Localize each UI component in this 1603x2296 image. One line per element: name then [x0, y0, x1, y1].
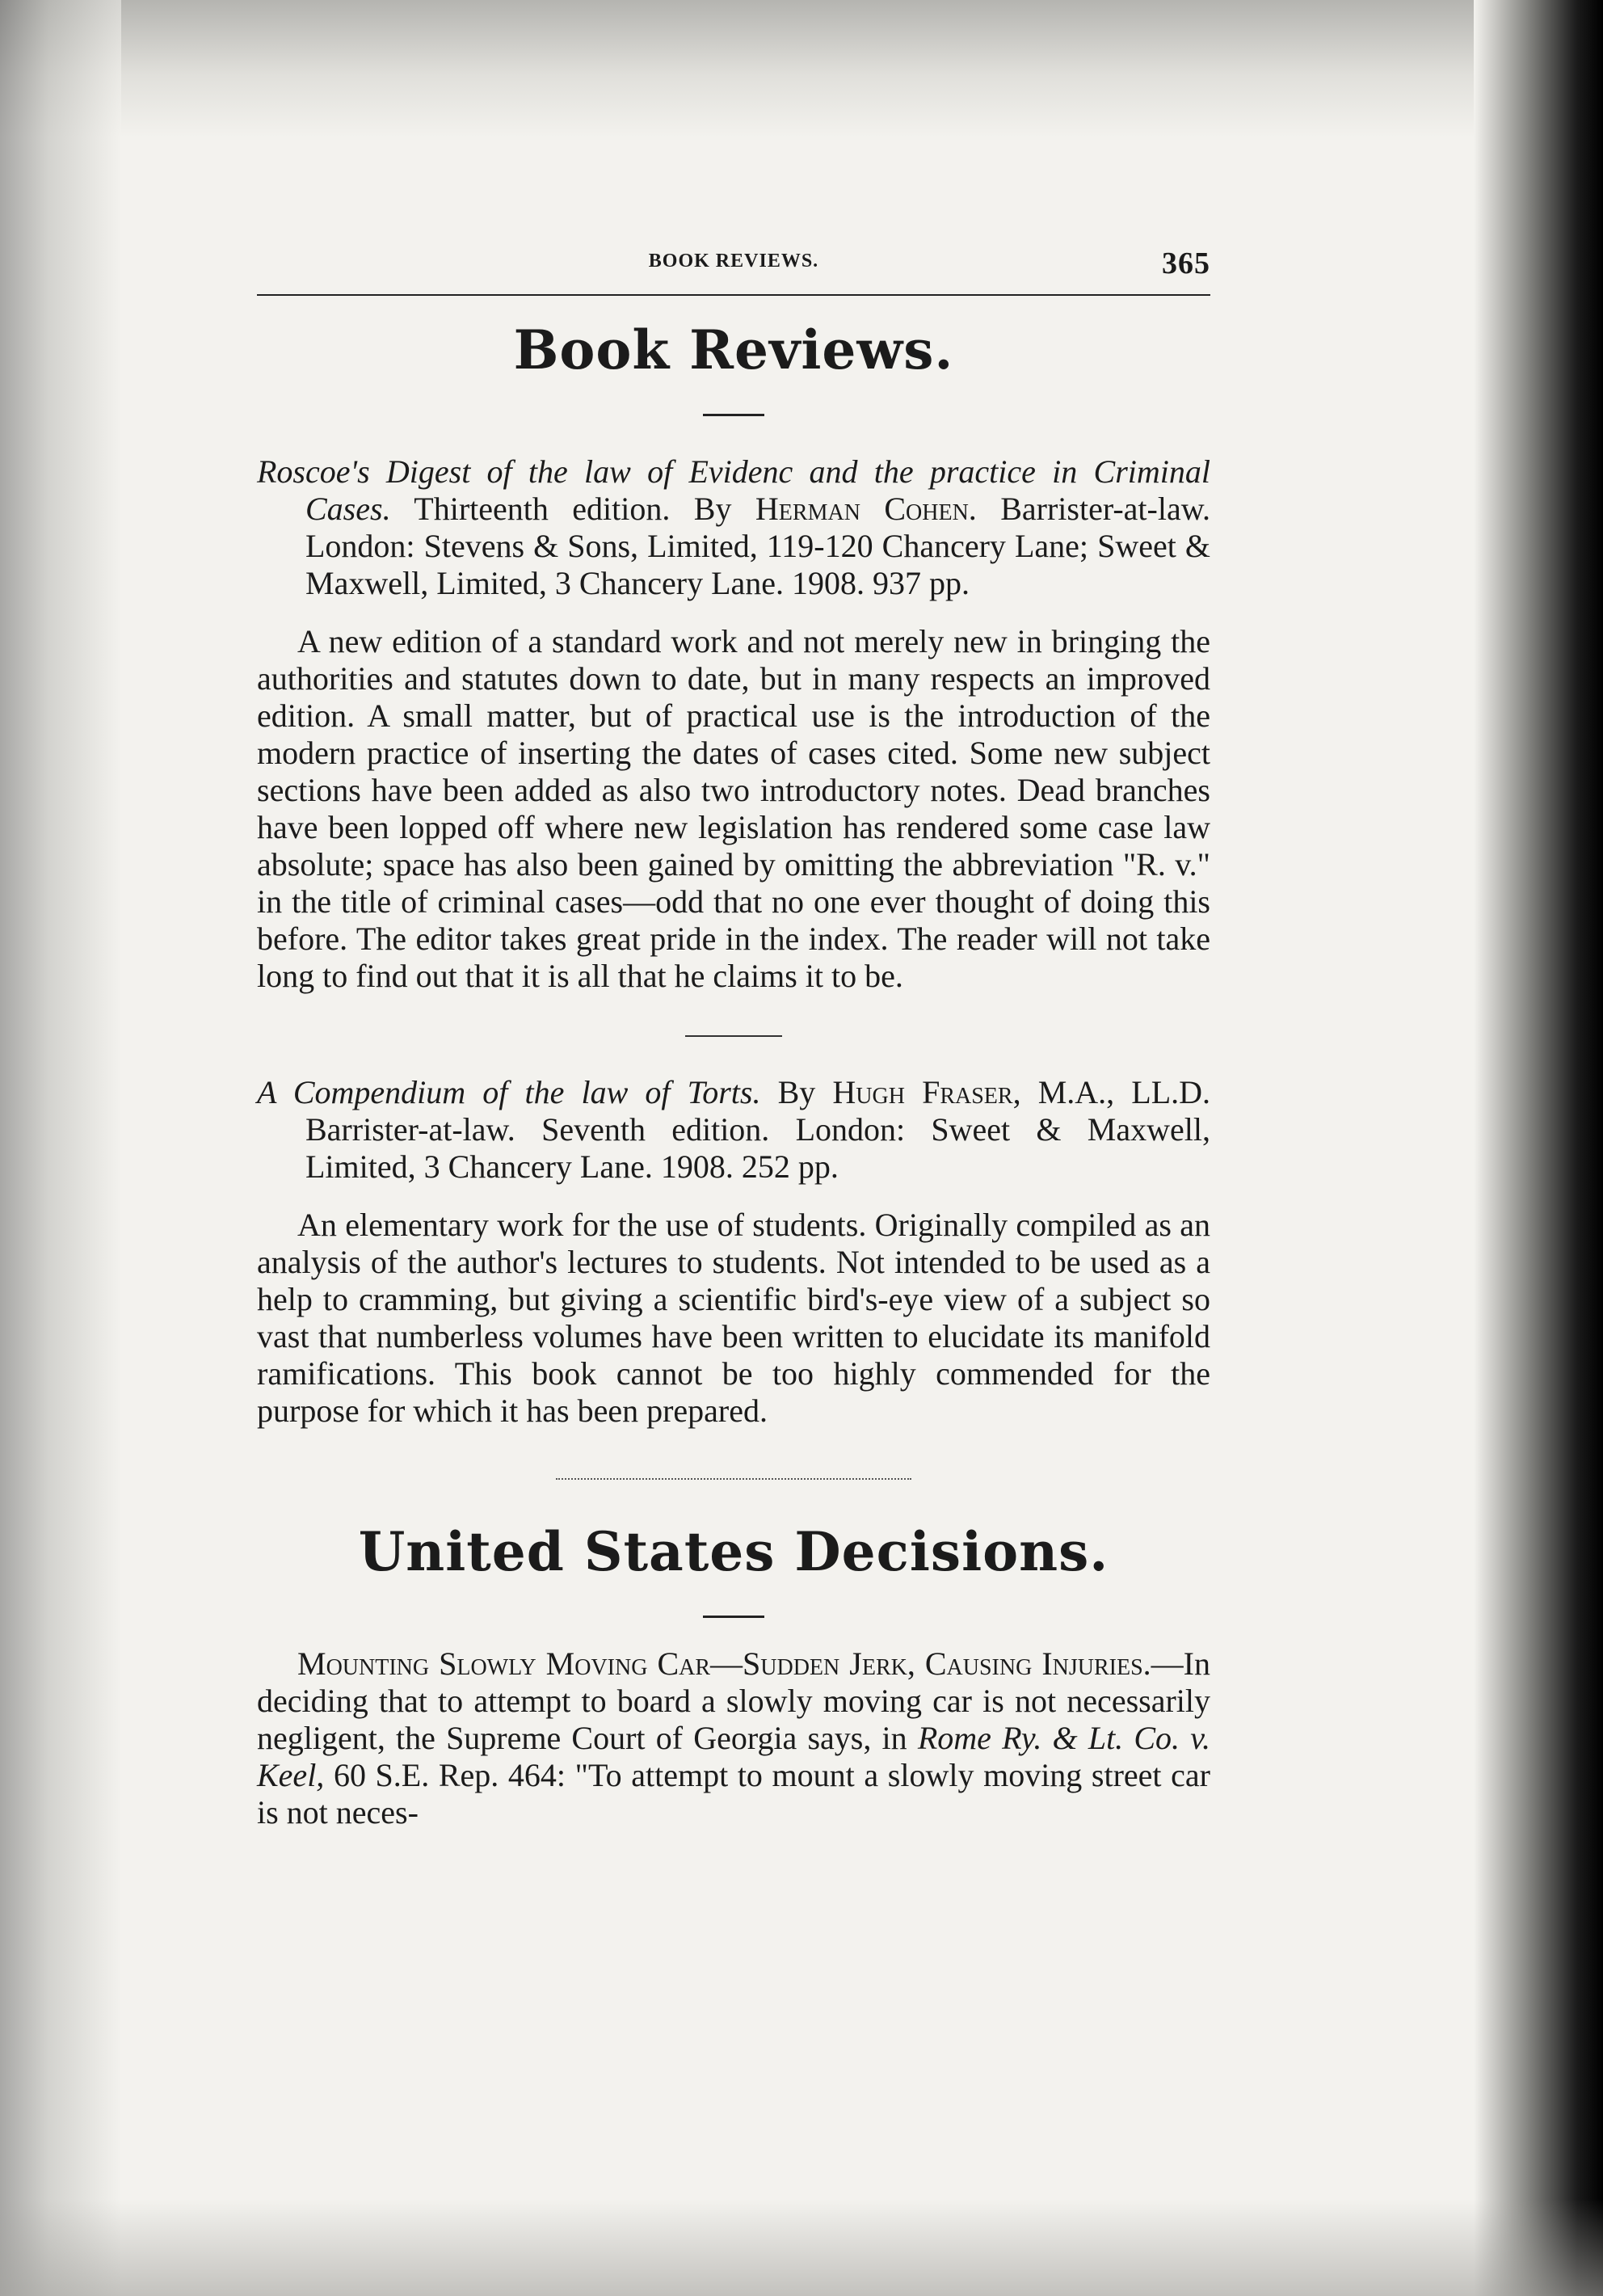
- header-rule: [257, 294, 1210, 296]
- case-text-after: 60 S.E. Rep. 464: "To attempt to mount a slowly moving street car is not neces-: [257, 1757, 1210, 1830]
- scan-shadow-left: [0, 0, 121, 2296]
- case-heading: Mounting Slowly Moving Car—Sudden Jerk, Causing Injuries.: [297, 1645, 1151, 1682]
- scan-shadow-right: [1474, 0, 1603, 2296]
- section-separator: [556, 1478, 911, 1480]
- running-head-title: BOOK REVIEWS.: [648, 251, 819, 272]
- book-title: A Compendium of the law of Torts.: [257, 1074, 761, 1110]
- page-content: [257, 242, 1210, 1864]
- case-paragraph: [257, 1645, 1210, 1831]
- case-text-before: —In deciding that to attempt to board a slowly moving car is not necessarily negligent, the Supreme Court of Georgia says, in: [257, 1645, 1210, 1756]
- case-name: Rome Ry. & Lt. Co. v. Keel,: [257, 1720, 1211, 1793]
- running-head: [257, 242, 1210, 280]
- review-separator: [685, 1035, 782, 1037]
- heading-rule: [703, 414, 764, 416]
- book-publisher: Barrister-at-law. Seventh edition. London: Sweet & Maxwell, Limited, 3 Chancery Lane. 1908. 252 pp.: [305, 1111, 1210, 1185]
- page-number: 365: [1162, 246, 1210, 280]
- review-citation: [257, 1074, 1210, 1186]
- us-decisions-heading: United States Decisions.: [358, 1520, 1109, 1583]
- review-citation: [257, 453, 1210, 602]
- book-publisher: Barrister-at-law. London: Stevens & Sons, Limited, 119-120 Chancery Lane; Sweet & Maxwell, Limited, 3 Chancery Lane. 1908. 937 pp.: [305, 491, 1211, 601]
- book-author: Hugh Fraser, M.A., LL.D.: [832, 1074, 1211, 1110]
- book-reviews-heading: Book Reviews.: [513, 318, 954, 381]
- heading-rule: [703, 1616, 764, 1618]
- scan-shadow-bottom: [0, 2199, 1603, 2296]
- book-author: Herman Cohen.: [755, 491, 977, 527]
- book-edition: By: [777, 1074, 816, 1110]
- review-text: An elementary work for the use of students. Originally compiled as an analysis of the author's lectures to students. Not intended to be used as a help to cramming, but giving a scientific bird's-eye view of a subject so vast that numberless volumes have been written to elucidate its manifold ramifications. This book cannot be too highly commended for the purpose for which it has been prepared.: [257, 1207, 1210, 1429]
- book-title: Roscoe's Digest of the law of Evidenc and the practice in Criminal Cases.: [257, 453, 1210, 527]
- scan-shadow-top: [0, 0, 1603, 137]
- book-edition: Thirteenth edition. By: [414, 491, 732, 527]
- review-text: A new edition of a standard work and not merely new in bringing the authorities and statutes down to date, but in many respects an improved edition. A small matter, but of practical use is the introduction of the modern practice of inserting the dates of cases cited. Some new subject sections have been added as also two introductory notes. Dead branches have been lopped off where new legislation has rendered some case law absolute; space has also been gained by omitting the abbreviation "R. v." in the title of criminal cases—odd that no one ever thought of doing this before. The editor takes great pride in the index. The reader will not take long to find out that it is all that he claims it to be.: [257, 623, 1210, 994]
